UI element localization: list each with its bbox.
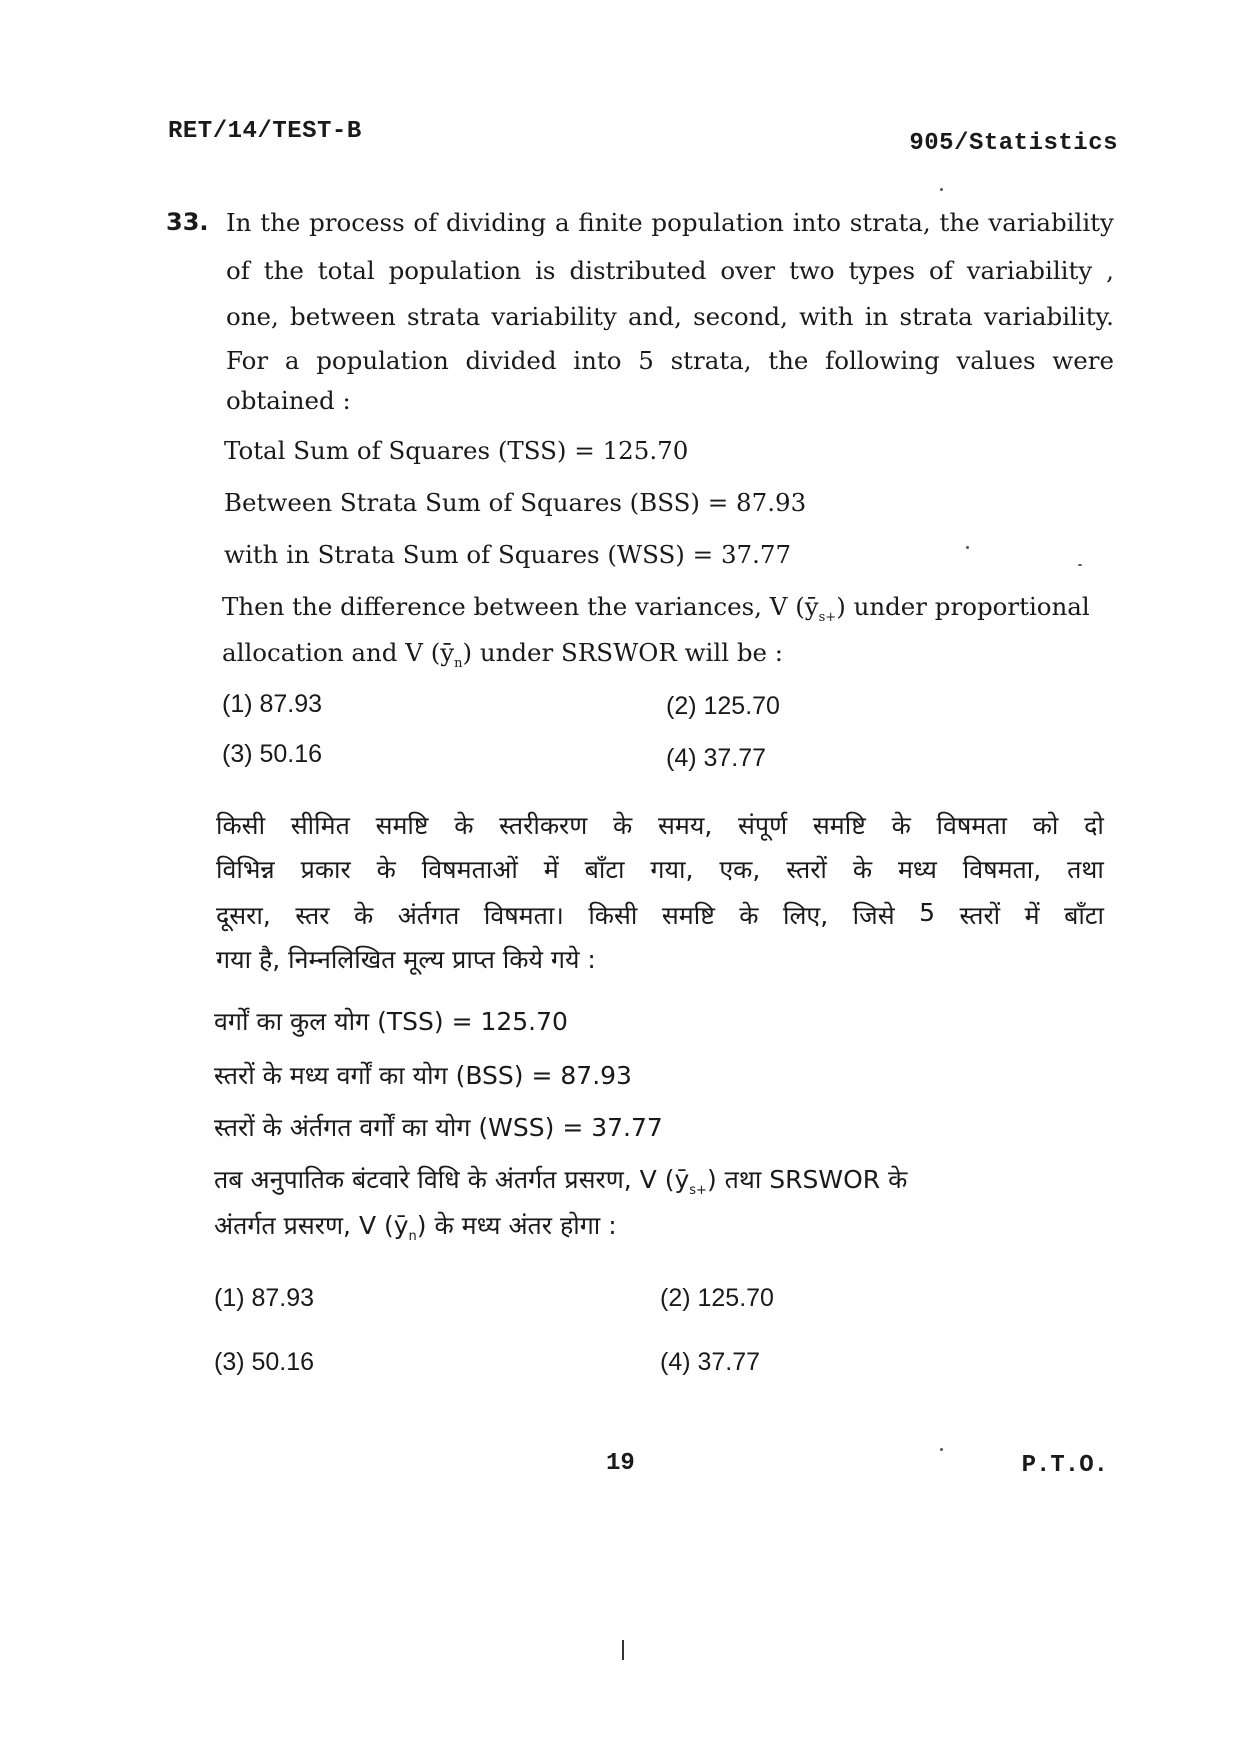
hindi-ask-line-2 — [214, 1208, 617, 1244]
hindi-ask-line-1 — [214, 1162, 907, 1198]
option-en-1[interactable]: (1) 87.93 — [222, 690, 323, 718]
word: were — [1052, 346, 1114, 375]
word: बाँटा — [584, 855, 625, 884]
word: and, — [628, 302, 682, 331]
word: 5 — [919, 898, 935, 927]
ask-text-a: allocation and V (ȳ — [222, 638, 455, 667]
word: distributed — [569, 256, 707, 285]
word: over — [720, 256, 776, 285]
word: the — [939, 208, 980, 237]
english-stem-line-1 — [226, 208, 1114, 237]
word: types — [848, 256, 916, 285]
word: of — [928, 256, 953, 285]
word: dividing — [446, 208, 547, 237]
word: population — [388, 256, 522, 285]
word: बाँटा — [1064, 901, 1104, 930]
word: गया, — [650, 855, 694, 884]
ask-text-a: अंतर्गत प्रसरण, V (ȳ — [214, 1211, 409, 1240]
word: the — [768, 346, 809, 375]
word: 5 — [638, 346, 654, 375]
word: के — [852, 855, 873, 884]
ask-text-b: ) under proportional — [836, 592, 1090, 621]
scan-speck — [940, 188, 943, 191]
hindi-bss: स्तरों के मध्य वर्गों का योग (BSS) = 87.93 — [214, 1061, 632, 1090]
english-bss: Between Strata Sum of Squares (BSS) = 87.93 — [224, 488, 807, 517]
word: variability — [491, 302, 617, 331]
english-stem-line-3 — [226, 302, 1114, 331]
word: किसी — [588, 901, 638, 930]
hindi-tss: वर्गों का कुल योग (TSS) = 125.70 — [214, 1007, 568, 1036]
word: strata, — [670, 346, 752, 375]
word: एक, — [719, 855, 761, 884]
word: में — [1024, 901, 1040, 930]
word: two — [789, 256, 835, 285]
word: में — [543, 855, 559, 884]
option-en-3[interactable]: (3) 50.16 — [222, 740, 323, 768]
option-en-4[interactable]: (4) 37.77 — [666, 744, 767, 772]
english-stem-line-5: obtained : — [226, 386, 351, 415]
subscript-n: n — [454, 655, 463, 671]
word: is — [535, 256, 556, 285]
word: के — [454, 811, 474, 840]
word: स्तर — [295, 901, 330, 930]
word: के — [739, 901, 759, 930]
word: strata — [899, 302, 973, 331]
word: strata, — [849, 208, 931, 237]
english-wss: with in Strata Sum of Squares (WSS) = 37.77 — [224, 540, 792, 569]
word: of — [413, 208, 438, 237]
word: किसी — [216, 811, 266, 840]
word: संपूर्ण — [738, 811, 788, 840]
word: के — [376, 855, 396, 884]
word: समष्टि — [661, 901, 715, 930]
hindi-stem-line-4: गया है, निम्नलिखित मूल्य प्राप्त किये गये : — [216, 945, 596, 974]
word: total — [317, 256, 375, 285]
word: following — [825, 346, 940, 375]
word: second, — [693, 302, 788, 331]
english-ask-line-1 — [222, 592, 1090, 625]
word: divided — [465, 346, 557, 375]
word: विभिन्न — [216, 855, 275, 884]
word: For — [226, 346, 269, 375]
word: population — [316, 346, 449, 375]
word: a — [554, 208, 570, 237]
word: दो — [1084, 811, 1104, 840]
hindi-stem-line-3 — [216, 898, 1104, 932]
scan-speck — [1078, 564, 1082, 566]
pto-label: P.T.O. — [1021, 1452, 1108, 1479]
hindi-stem-line-2 — [216, 852, 1104, 886]
word: स्तरों — [959, 901, 1001, 930]
option-hi-2[interactable]: (2) 125.70 — [660, 1284, 774, 1312]
word: प्रकार — [300, 855, 351, 884]
word: विषमता, — [962, 855, 1042, 884]
word: के — [354, 901, 374, 930]
hindi-wss: स्तरों के अंर्तगत वर्गों का योग (WSS) = 37.77 — [214, 1113, 663, 1142]
word: process — [309, 208, 405, 237]
english-ask-line-2 — [222, 638, 783, 671]
word: population — [651, 208, 784, 237]
word: समष्टि — [812, 811, 866, 840]
scan-speck — [966, 546, 969, 549]
word: को — [1032, 811, 1059, 840]
option-en-2[interactable]: (2) 125.70 — [666, 692, 780, 720]
english-stem-line-4 — [226, 346, 1114, 375]
english-stem-line-2 — [226, 256, 1114, 285]
hindi-stem-line-1 — [216, 808, 1104, 842]
word: के — [891, 811, 911, 840]
word: समय, — [657, 811, 713, 840]
word: In — [226, 208, 252, 237]
word: variability — [966, 256, 1093, 285]
word: between — [290, 302, 396, 331]
word: स्तरीकरण — [499, 811, 588, 840]
word: strata — [406, 302, 481, 331]
ask-text-b: ) के मध्य अंतर होगा : — [416, 1211, 617, 1240]
word: जिसे — [852, 901, 895, 930]
word: विषमता — [936, 811, 1007, 840]
option-hi-1[interactable]: (1) 87.93 — [214, 1284, 315, 1312]
word: के — [613, 811, 633, 840]
word: a — [284, 346, 300, 375]
word: finite — [578, 208, 643, 237]
word: सीमित — [290, 811, 350, 840]
question-number: 33. — [166, 208, 209, 236]
subscript-s-plus: s+ — [689, 1183, 707, 1198]
word: the — [260, 208, 301, 237]
subscript-s-plus: s+ — [818, 609, 837, 625]
word: of — [226, 256, 250, 285]
option-hi-3[interactable]: (3) 50.16 — [214, 1348, 315, 1376]
word: स्तरों — [786, 855, 827, 884]
word: into — [792, 208, 841, 237]
word: values — [956, 346, 1036, 375]
option-hi-4[interactable]: (4) 37.77 — [660, 1348, 761, 1376]
word: variability. — [983, 302, 1114, 331]
word: मध्य — [897, 855, 937, 884]
word: in — [864, 302, 889, 331]
header-subject: 905/Statistics — [909, 130, 1118, 157]
word: , — [1106, 256, 1114, 285]
english-tss: Total Sum of Squares (TSS) = 125.70 — [224, 436, 689, 465]
header-exam-code: RET/14/TEST-B — [168, 118, 362, 145]
word: variability — [988, 208, 1114, 237]
word: विषमता। — [483, 901, 564, 930]
word: लिए, — [782, 901, 829, 930]
word: विषमताओं — [421, 855, 518, 884]
word: into — [573, 346, 622, 375]
ask-text-b: ) तथा SRSWOR के — [706, 1165, 908, 1194]
word: तथा — [1067, 855, 1104, 884]
subscript-n: n — [408, 1229, 417, 1244]
word: with — [799, 302, 854, 331]
word: दूसरा, — [216, 901, 271, 930]
ask-text-a: तब अनुपातिक बंटवारे विधि के अंतर्गत प्रसरण, V (ȳ — [214, 1165, 690, 1194]
word: one, — [226, 302, 279, 331]
scan-speck — [940, 1448, 943, 1451]
scan-mark — [622, 1640, 624, 1660]
page-number: 19 — [606, 1450, 635, 1477]
word: समष्टि — [375, 811, 429, 840]
ask-text-b: ) under SRSWOR will be : — [462, 638, 784, 667]
word: अंर्तगत — [397, 901, 460, 930]
word: the — [263, 256, 304, 285]
ask-text-a: Then the difference between the variances, V (ȳ — [222, 592, 819, 621]
